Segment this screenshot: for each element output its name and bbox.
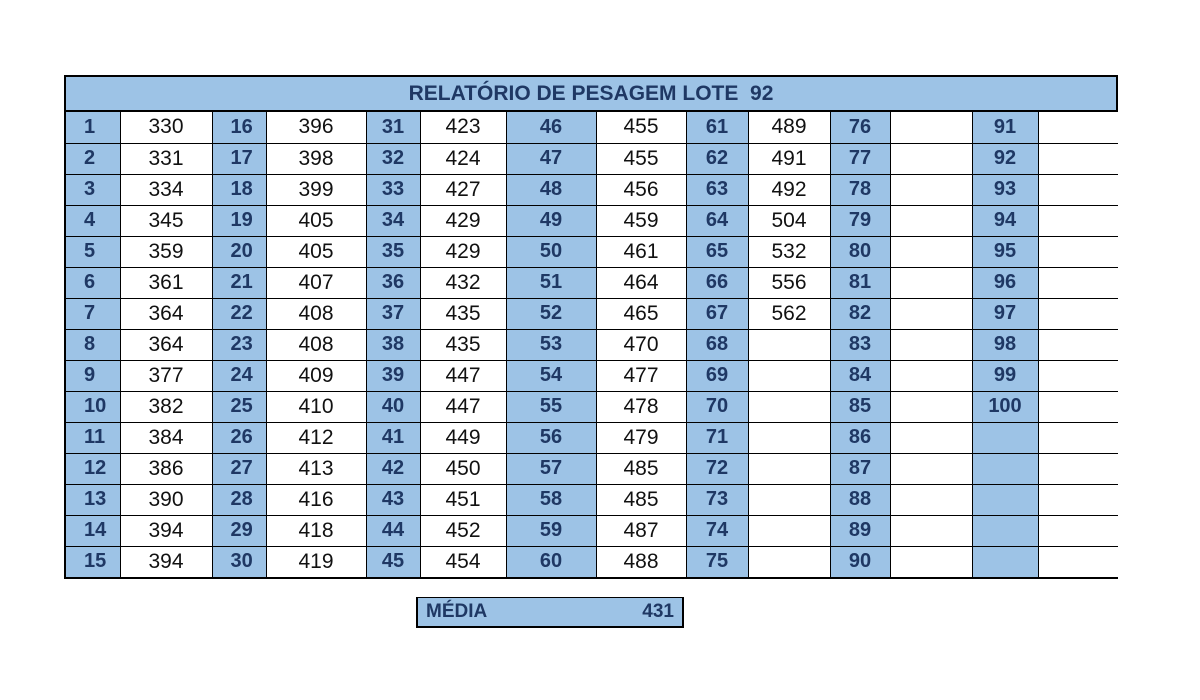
animal-index-cell: 17 — [212, 143, 266, 174]
animal-index-cell — [972, 515, 1038, 546]
animal-index-cell: 99 — [972, 360, 1038, 391]
weight-value-cell — [890, 329, 972, 360]
animal-index-cell: 5 — [66, 236, 120, 267]
weight-value-cell: 382 — [120, 391, 212, 422]
weight-value-cell — [890, 360, 972, 391]
weight-value-cell: 364 — [120, 329, 212, 360]
animal-index-cell: 75 — [686, 546, 748, 577]
animal-index-cell: 96 — [972, 267, 1038, 298]
animal-index-cell: 29 — [212, 515, 266, 546]
weight-value-cell: 405 — [266, 205, 366, 236]
weight-value-cell: 361 — [120, 267, 212, 298]
animal-index-cell: 73 — [686, 484, 748, 515]
weight-value-cell — [1038, 391, 1118, 422]
animal-index-cell: 36 — [366, 267, 420, 298]
animal-index-cell: 62 — [686, 143, 748, 174]
animal-index-cell: 65 — [686, 236, 748, 267]
weight-value-cell: 423 — [420, 112, 506, 143]
weight-value-cell: 435 — [420, 329, 506, 360]
animal-index-cell: 90 — [830, 546, 890, 577]
table-row — [66, 484, 1118, 515]
weight-value-cell — [890, 546, 972, 577]
weight-value-cell: 399 — [266, 174, 366, 205]
weight-value-cell: 429 — [420, 236, 506, 267]
animal-index-cell: 78 — [830, 174, 890, 205]
animal-index-cell: 35 — [366, 236, 420, 267]
animal-index-cell: 23 — [212, 329, 266, 360]
animal-index-cell — [972, 546, 1038, 577]
animal-index-cell: 81 — [830, 267, 890, 298]
weight-value-cell — [1038, 329, 1118, 360]
table-row — [66, 391, 1118, 422]
weight-value-cell — [890, 267, 972, 298]
animal-index-cell: 92 — [972, 143, 1038, 174]
weight-value-cell: 456 — [596, 174, 686, 205]
weight-value-cell: 455 — [596, 143, 686, 174]
weight-value-cell — [890, 515, 972, 546]
weight-value-cell — [748, 515, 830, 546]
animal-index-cell: 68 — [686, 329, 748, 360]
animal-index-cell: 27 — [212, 453, 266, 484]
animal-index-cell: 82 — [830, 298, 890, 329]
weight-value-cell: 485 — [596, 484, 686, 515]
animal-index-cell: 87 — [830, 453, 890, 484]
weight-value-cell: 562 — [748, 298, 830, 329]
animal-index-cell: 10 — [66, 391, 120, 422]
weight-value-cell: 492 — [748, 174, 830, 205]
animal-index-cell: 19 — [212, 205, 266, 236]
weight-value-cell — [748, 546, 830, 577]
weight-value-cell: 409 — [266, 360, 366, 391]
weight-value-cell — [890, 422, 972, 453]
animal-index-cell: 57 — [506, 453, 596, 484]
animal-index-cell: 48 — [506, 174, 596, 205]
average-box — [416, 597, 684, 628]
table-row — [66, 329, 1118, 360]
table-row — [66, 267, 1118, 298]
weight-value-cell — [1038, 236, 1118, 267]
weight-value-cell: 487 — [596, 515, 686, 546]
animal-index-cell: 84 — [830, 360, 890, 391]
weight-value-cell: 465 — [596, 298, 686, 329]
weight-value-cell: 405 — [266, 236, 366, 267]
weight-value-cell: 345 — [120, 205, 212, 236]
table-row — [66, 422, 1118, 453]
animal-index-cell: 58 — [506, 484, 596, 515]
animal-index-cell: 63 — [686, 174, 748, 205]
weight-value-cell: 477 — [596, 360, 686, 391]
weight-value-cell: 424 — [420, 143, 506, 174]
animal-index-cell: 11 — [66, 422, 120, 453]
animal-index-cell: 21 — [212, 267, 266, 298]
animal-index-cell: 77 — [830, 143, 890, 174]
animal-index-cell: 33 — [366, 174, 420, 205]
weight-value-cell — [1038, 360, 1118, 391]
average-label: MÉDIA — [426, 601, 488, 622]
weight-value-cell: 464 — [596, 267, 686, 298]
weight-value-cell — [890, 391, 972, 422]
weight-value-cell: 394 — [120, 515, 212, 546]
animal-index-cell: 7 — [66, 298, 120, 329]
table-row — [66, 143, 1118, 174]
animal-index-cell: 25 — [212, 391, 266, 422]
weight-value-cell: 459 — [596, 205, 686, 236]
weight-value-cell — [748, 360, 830, 391]
animal-index-cell: 94 — [972, 205, 1038, 236]
animal-index-cell: 80 — [830, 236, 890, 267]
animal-index-cell: 42 — [366, 453, 420, 484]
weight-value-cell: 454 — [420, 546, 506, 577]
weight-value-cell — [1038, 484, 1118, 515]
animal-index-cell: 69 — [686, 360, 748, 391]
weight-value-cell: 470 — [596, 329, 686, 360]
animal-index-cell — [972, 453, 1038, 484]
weight-value-cell: 485 — [596, 453, 686, 484]
weight-value-cell — [1038, 267, 1118, 298]
weight-value-cell: 396 — [266, 112, 366, 143]
weight-value-cell: 413 — [266, 453, 366, 484]
weight-value-cell: 461 — [596, 236, 686, 267]
weight-value-cell: 450 — [420, 453, 506, 484]
weight-value-cell — [748, 453, 830, 484]
weight-value-cell: 504 — [748, 205, 830, 236]
table-row — [66, 298, 1118, 329]
weight-value-cell — [890, 484, 972, 515]
animal-index-cell: 2 — [66, 143, 120, 174]
weight-value-cell: 330 — [120, 112, 212, 143]
weight-value-cell — [1038, 515, 1118, 546]
animal-index-cell: 59 — [506, 515, 596, 546]
animal-index-cell: 51 — [506, 267, 596, 298]
animal-index-cell: 55 — [506, 391, 596, 422]
weight-value-cell: 488 — [596, 546, 686, 577]
animal-index-cell: 97 — [972, 298, 1038, 329]
weight-value-cell: 386 — [120, 453, 212, 484]
weight-value-cell: 556 — [748, 267, 830, 298]
animal-index-cell — [972, 484, 1038, 515]
weight-value-cell: 398 — [266, 143, 366, 174]
weight-value-cell: 418 — [266, 515, 366, 546]
weight-value-cell: 390 — [120, 484, 212, 515]
animal-index-cell: 47 — [506, 143, 596, 174]
animal-index-cell: 6 — [66, 267, 120, 298]
weight-value-cell — [1038, 143, 1118, 174]
animal-index-cell: 15 — [66, 546, 120, 577]
weight-value-cell: 479 — [596, 422, 686, 453]
animal-index-cell: 95 — [972, 236, 1038, 267]
weight-value-cell — [1038, 205, 1118, 236]
animal-index-cell: 16 — [212, 112, 266, 143]
animal-index-cell: 85 — [830, 391, 890, 422]
table-row — [66, 360, 1118, 391]
weight-value-cell: 377 — [120, 360, 212, 391]
animal-index-cell: 37 — [366, 298, 420, 329]
weight-value-cell — [890, 298, 972, 329]
animal-index-cell: 100 — [972, 391, 1038, 422]
weight-value-cell: 478 — [596, 391, 686, 422]
weight-value-cell: 451 — [420, 484, 506, 515]
animal-index-cell: 4 — [66, 205, 120, 236]
weight-value-cell: 491 — [748, 143, 830, 174]
animal-index-cell: 9 — [66, 360, 120, 391]
animal-index-cell: 22 — [212, 298, 266, 329]
weight-value-cell — [890, 236, 972, 267]
animal-index-cell — [972, 422, 1038, 453]
weight-value-cell — [1038, 112, 1118, 143]
animal-index-cell: 8 — [66, 329, 120, 360]
animal-index-cell: 74 — [686, 515, 748, 546]
weight-value-cell: 407 — [266, 267, 366, 298]
animal-index-cell: 93 — [972, 174, 1038, 205]
weight-value-cell: 455 — [596, 112, 686, 143]
weight-value-cell: 412 — [266, 422, 366, 453]
table-row — [66, 174, 1118, 205]
weight-value-cell — [890, 143, 972, 174]
weight-value-cell: 429 — [420, 205, 506, 236]
weight-value-cell: 447 — [420, 391, 506, 422]
animal-index-cell: 41 — [366, 422, 420, 453]
animal-index-cell: 53 — [506, 329, 596, 360]
animal-index-cell: 88 — [830, 484, 890, 515]
animal-index-cell: 26 — [212, 422, 266, 453]
weight-value-cell — [748, 329, 830, 360]
animal-index-cell: 13 — [66, 484, 120, 515]
weight-value-cell — [1038, 298, 1118, 329]
animal-index-cell: 76 — [830, 112, 890, 143]
report-title: RELATÓRIO DE PESAGEM LOTE 92 — [66, 77, 1116, 112]
weight-value-cell: 408 — [266, 298, 366, 329]
weight-value-cell: 532 — [748, 236, 830, 267]
weight-value-cell: 394 — [120, 546, 212, 577]
table-row — [66, 205, 1118, 236]
animal-index-cell: 54 — [506, 360, 596, 391]
weight-value-cell: 384 — [120, 422, 212, 453]
weight-value-cell: 410 — [266, 391, 366, 422]
weighing-report-table — [64, 75, 1118, 579]
weight-value-cell: 435 — [420, 298, 506, 329]
animal-index-cell: 50 — [506, 236, 596, 267]
weight-value-cell — [748, 391, 830, 422]
animal-index-cell: 20 — [212, 236, 266, 267]
weight-value-cell: 416 — [266, 484, 366, 515]
animal-index-cell: 56 — [506, 422, 596, 453]
animal-index-cell: 66 — [686, 267, 748, 298]
animal-index-cell: 34 — [366, 205, 420, 236]
weight-value-cell — [748, 422, 830, 453]
animal-index-cell: 49 — [506, 205, 596, 236]
weight-value-cell — [1038, 174, 1118, 205]
animal-index-cell: 70 — [686, 391, 748, 422]
weight-value-cell: 449 — [420, 422, 506, 453]
animal-index-cell: 91 — [972, 112, 1038, 143]
table-row — [66, 112, 1118, 143]
animal-index-cell: 72 — [686, 453, 748, 484]
animal-index-cell: 83 — [830, 329, 890, 360]
animal-index-cell: 67 — [686, 298, 748, 329]
animal-index-cell: 12 — [66, 453, 120, 484]
weight-value-cell — [890, 112, 972, 143]
weight-value-cell: 432 — [420, 267, 506, 298]
animal-index-cell: 98 — [972, 329, 1038, 360]
weight-value-cell: 359 — [120, 236, 212, 267]
weight-value-cell — [890, 205, 972, 236]
animal-index-cell: 43 — [366, 484, 420, 515]
weight-value-cell — [1038, 546, 1118, 577]
weight-value-cell: 427 — [420, 174, 506, 205]
weight-value-cell: 452 — [420, 515, 506, 546]
weight-value-cell — [1038, 422, 1118, 453]
animal-index-cell: 71 — [686, 422, 748, 453]
animal-index-cell: 24 — [212, 360, 266, 391]
average-value: 431 — [642, 601, 674, 622]
animal-index-cell: 40 — [366, 391, 420, 422]
animal-index-cell: 32 — [366, 143, 420, 174]
table-row — [66, 236, 1118, 267]
animal-index-cell: 61 — [686, 112, 748, 143]
table-row — [66, 546, 1118, 577]
weight-value-cell: 408 — [266, 329, 366, 360]
animal-index-cell: 64 — [686, 205, 748, 236]
animal-index-cell: 79 — [830, 205, 890, 236]
animal-index-cell: 18 — [212, 174, 266, 205]
animal-index-cell: 60 — [506, 546, 596, 577]
weight-value-cell — [890, 453, 972, 484]
weight-value-cell — [890, 174, 972, 205]
weight-value-cell: 364 — [120, 298, 212, 329]
animal-index-cell: 39 — [366, 360, 420, 391]
animal-index-cell: 28 — [212, 484, 266, 515]
animal-index-cell: 1 — [66, 112, 120, 143]
animal-index-cell: 89 — [830, 515, 890, 546]
animal-index-cell: 30 — [212, 546, 266, 577]
animal-index-cell: 14 — [66, 515, 120, 546]
animal-index-cell: 3 — [66, 174, 120, 205]
animal-index-cell: 46 — [506, 112, 596, 143]
animal-index-cell: 38 — [366, 329, 420, 360]
weights-grid — [66, 112, 1118, 577]
weight-value-cell: 419 — [266, 546, 366, 577]
weight-value-cell — [748, 484, 830, 515]
animal-index-cell: 31 — [366, 112, 420, 143]
animal-index-cell: 45 — [366, 546, 420, 577]
animal-index-cell: 86 — [830, 422, 890, 453]
weight-value-cell: 489 — [748, 112, 830, 143]
animal-index-cell: 52 — [506, 298, 596, 329]
weight-value-cell — [1038, 453, 1118, 484]
weight-value-cell: 334 — [120, 174, 212, 205]
weight-value-cell: 447 — [420, 360, 506, 391]
weight-value-cell: 331 — [120, 143, 212, 174]
table-row — [66, 453, 1118, 484]
animal-index-cell: 44 — [366, 515, 420, 546]
table-row — [66, 515, 1118, 546]
